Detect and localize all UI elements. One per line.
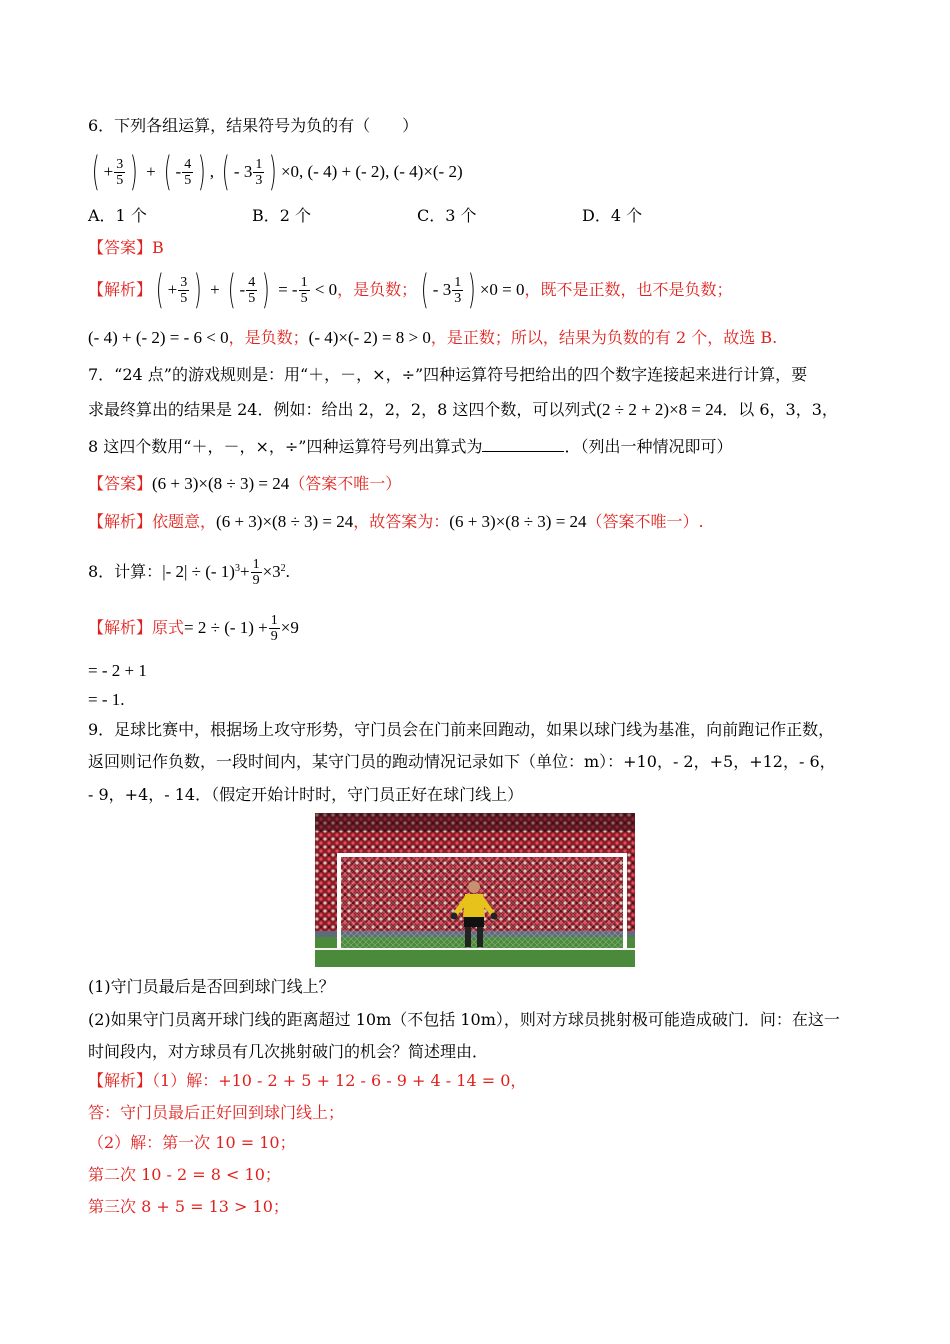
q9-line1: 9．足球比赛中，根据场上攻守形势，守门员会在门前来回跑动，如果以球门线为基准，向前跑记作正数， xyxy=(88,720,835,739)
q9-sub2-line1: (2)如果守门员离开球门线的距离超过 10m（不包括 10m），则对方球员挑射极可能造成破门．问：在这一 xyxy=(88,1010,840,1029)
q7-line2: 求最终算出的结果是 24．例如：给出 2，2，2，8 这四个数，可以列式(2 ÷ 2 + 2)×8 = 24．以 6，3，3， xyxy=(88,400,838,419)
q9-analysis-line1: 【解析】（1）解：+10 - 2 + 5 + 12 - 6 - 9 + 4 - 14 = 0， xyxy=(88,1071,527,1090)
q6-analysis-line2: (- 4) + (- 2) = - 6 < 0，是负数；(- 4)×(- 2) = 8 > 0，是正数；所以，结果为负数的有 2 个，故选 B. xyxy=(88,328,778,347)
q6-option-b: B．2 个 xyxy=(252,206,312,225)
q9-analysis-line4: 第二次 10 - 2 = 8 < 10； xyxy=(88,1165,281,1184)
q6-expression: ( + $\frac{3}{5}$ ) + ( - $\frac{4}{5}$ ) , ( - 3 $\frac{1}{3}$ ) ×0, (- 4) + (- 2), (- 4)×(- 2) xyxy=(91,149,463,195)
q7-analysis: 【解析】依题意，(6 + 3)×(8 ÷ 3) = 24，故答案为：(6 + 3)×(8 ÷ 3) = 24（答案不唯一）. xyxy=(88,512,704,531)
goalkeeper-photo xyxy=(315,813,635,967)
q8-stem: 8．计算： |- 2| ÷ (- 1) $^3$ + $\frac{1}{9}$ ×3 $^2$ . xyxy=(88,556,290,588)
q9-sub1: (1)守门员最后是否回到球门线上？ xyxy=(88,977,335,996)
q6-option-c: C．3 个 xyxy=(417,206,477,225)
q9-analysis-line2: 答：守门员最后正好回到球门线上； xyxy=(88,1103,345,1122)
q6-analysis-line1: 【解析】 ( + $\frac{3}{5}$ ) + ( - $\frac{4}{5}$ ) = - $\frac{1}{5}$ < 0 ，是负数； ( - 3 $\frac{1}{3}$ ) ×0 = 0 ，既不是正数，也不是负数； xyxy=(88,267,733,313)
q7-line1: 7．“24 点”的游戏规则是：用“＋，－，×，÷”四种运算符号把给出的四个数字连接起来进行计算，要 xyxy=(88,365,808,384)
q7-line3: 8 这四个数用“＋，－，×，÷”四种运算符号列出算式为 ．（列出一种情况即可） xyxy=(88,437,733,456)
q9-line2: 返回则记作负数，一段时间内，某守门员的跑动情况记录如下（单位：m）：+10，- 2，+5，+12，- 6， xyxy=(88,752,836,771)
q6-stem: 6．下列各组运算，结果符号为负的有（ ） xyxy=(88,116,419,135)
q8-analysis-line1: 【解析】 原式 = 2 ÷ (- 1) + $\frac{1}{9}$ ×9 xyxy=(88,612,299,644)
q6-option-a: A．1 个 xyxy=(88,206,147,225)
q8-analysis-line3: = - 1. xyxy=(88,690,125,709)
q7-answer-blank xyxy=(482,437,564,452)
q9-analysis-line3: （2）解：第一次 10 = 10； xyxy=(88,1133,296,1152)
q9-analysis-line5: 第三次 8 + 5 = 13 > 10； xyxy=(88,1197,289,1216)
q9-sub2-line2: 时间段内，对方球员有几次挑射破门的机会？简述理由． xyxy=(88,1042,489,1061)
q6-answer: 【答案】B xyxy=(88,238,164,257)
q7-answer: 【答案】(6 + 3)×(8 ÷ 3) = 24（答案不唯一） xyxy=(88,474,402,493)
q8-analysis-line2: = - 2 + 1 xyxy=(88,661,147,680)
q9-line3: - 9，+4，- 14．（假定开始计时时，守门员正好在球门线上） xyxy=(88,785,524,804)
q6-option-d: D．4 个 xyxy=(582,206,643,225)
